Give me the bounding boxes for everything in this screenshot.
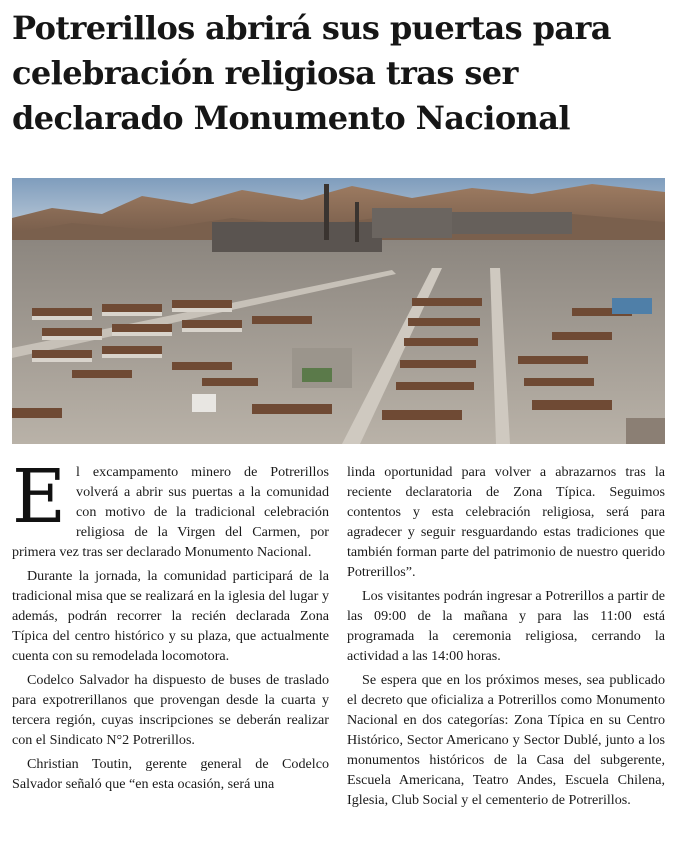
article-paragraph: linda oportunidad para volver a abrazarnos tras la reciente declaratoria de Zona Típica. Seguimos contentos y esta celebración religiosa, será para agradecer y seguir resguardando estas tradiciones que también forman parte del patrimonio de nuestro querido Potrerillos”. [347, 464, 665, 580]
article-paragraph: Los visitantes podrán ingresar a Potrerillos a partir de las 09:00 de la mañana y para las 11:00 está programada la ceremonia religiosa, cerrando la actividad a las 14:00 horas. [347, 588, 665, 664]
article-headline: Potrerillos abrirá sus puertas para celebración religiosa tras ser declarado Monumento Nacional [12, 9, 611, 137]
drop-cap: E [12, 454, 67, 540]
article-paragraph: Codelco Salvador ha dispuesto de buses de traslado para expotrerillanos que provengan desde la cuarta y tercera región, cuyas inscripciones se deberán realizar con el Sindicato N°2 Potrerillos. [12, 672, 329, 748]
article-column-left [12, 454, 329, 798]
article-paragraph: El excampamento minero de Potrerillos volverá a abrir sus puertas a la comunidad con motivo de la tradicional celebración religiosa de la Virgen del Carmen, por primera vez tras ser declarado Monumento Nacional. [12, 454, 329, 560]
article-column-right [347, 462, 665, 814]
article-paragraph: Durante la jornada, la comunidad participará de la tradicional misa que se realizará en la iglesia del lugar y además, podrán recorrer la recién declarada Zona Típica del centro histórico y su plaza, que actualmente cuenta con su remodelada locomotora. [12, 568, 329, 664]
article-paragraph: Se espera que en los próximos meses, sea publicado el decreto que oficializa a Potrerillos como Monumento Nacional en dos categorías: Zona Típica en su Centro Histórico, Sector Americano y Sector Dublé, junto a los monumentos históricos de la Casa del subgerente, Escuela Americana, Teatro Andes, Escuela Chilena, Iglesia, Club Social y el cementerio de Potrerillos. [347, 672, 665, 808]
article-paragraph: Christian Toutin, gerente general de Codelco Salvador señaló que “en esta ocasión, será una [12, 756, 329, 792]
mining-camp-aerial-photo [12, 178, 665, 444]
